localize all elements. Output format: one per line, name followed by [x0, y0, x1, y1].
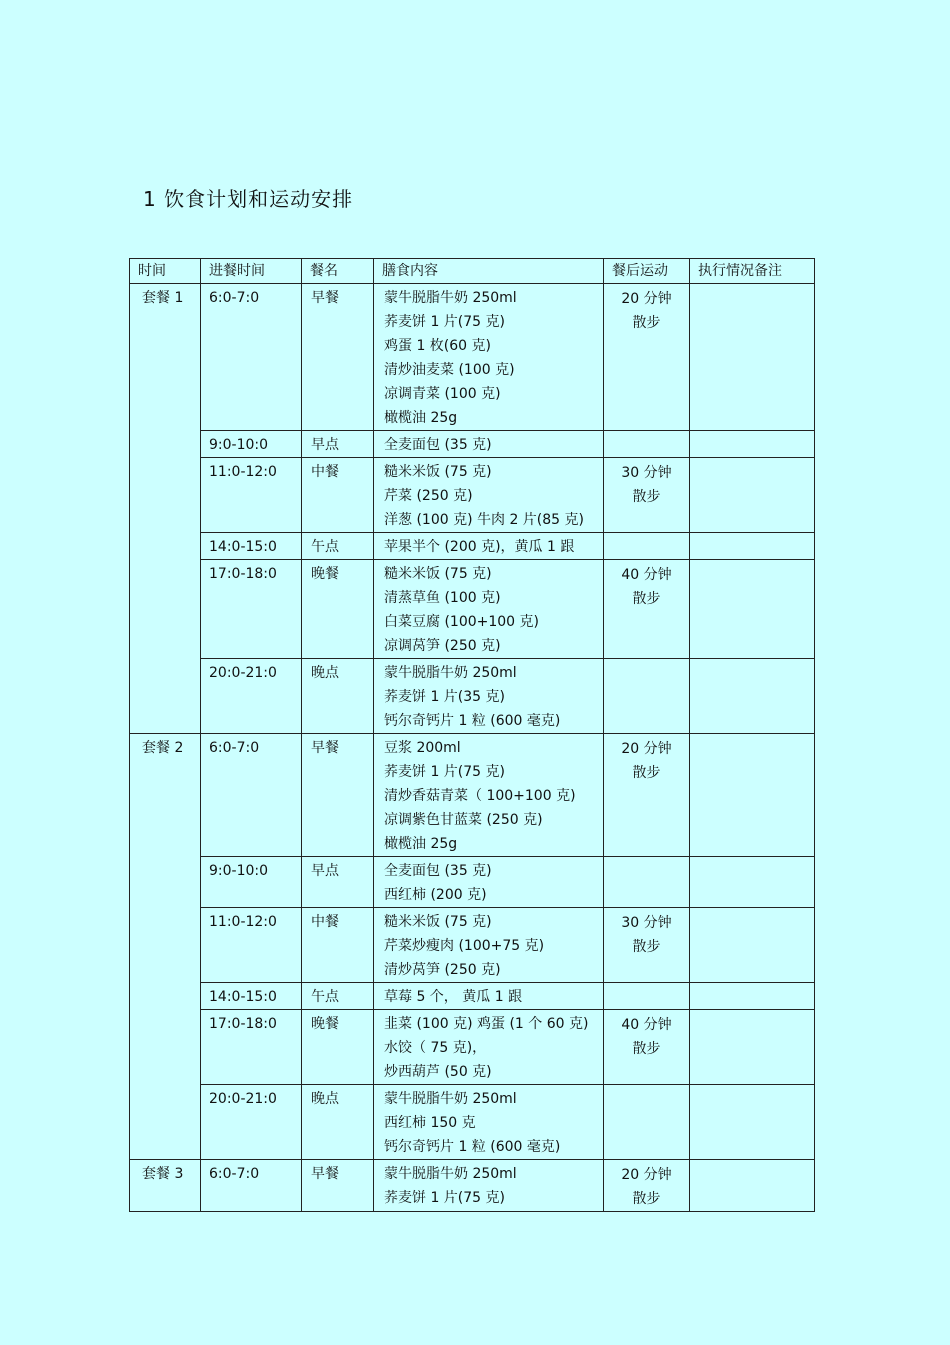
- table-row: [130, 857, 815, 908]
- exercise-cell: [604, 1010, 690, 1085]
- meal-time-cell: 17:0-18:0: [201, 1010, 302, 1085]
- meal-time-cell: 14:0-15:0: [201, 533, 302, 560]
- table-row: [130, 734, 815, 857]
- set-label: 套餐 3: [130, 1160, 201, 1212]
- food-content-cell: [374, 533, 604, 560]
- set-label: 套餐 2: [130, 734, 201, 1160]
- food-item: 蒙牛脱脂牛奶 250ml: [384, 290, 517, 306]
- table-row: [130, 983, 815, 1010]
- exercise-cell: [604, 908, 690, 983]
- exercise-line: 散步: [632, 1041, 661, 1057]
- meal-name-cell: 中餐: [302, 458, 374, 533]
- exercise-cell: [604, 458, 690, 533]
- food-item: 凉调莴笋 (250 克): [384, 638, 501, 654]
- meal-name-cell: 晚点: [302, 1085, 374, 1160]
- food-item: 洋葱 (100 克) 牛肉 2 片(85 克): [384, 512, 584, 528]
- meal-name-cell: 早点: [302, 431, 374, 458]
- food-item: 荞麦饼 1 片(75 克): [384, 1190, 505, 1206]
- meal-time-cell: 20:0-21:0: [201, 1085, 302, 1160]
- table-row: [130, 284, 815, 431]
- table-row: [130, 659, 815, 734]
- notes-cell: [690, 857, 815, 908]
- header-meal-time: 进餐时间: [201, 259, 302, 284]
- food-content-cell: [374, 734, 604, 857]
- exercise-line: 30 分钟: [621, 465, 672, 481]
- food-item: 橄榄油 25g: [384, 410, 458, 426]
- food-item: 苹果半个 (200 克)，黄瓜 1 跟: [384, 539, 575, 555]
- exercise-line: 40 分钟: [621, 1017, 672, 1033]
- exercise-cell: [604, 659, 690, 734]
- meal-name-cell: 午点: [302, 533, 374, 560]
- food-content-cell: [374, 857, 604, 908]
- food-item: 清炒香菇青菜（ 100+100 克): [384, 788, 576, 804]
- food-item: 糙米米饭 (75 克): [384, 464, 492, 480]
- header-exercise: 餐后运动: [604, 259, 690, 284]
- food-content-cell: [374, 1085, 604, 1160]
- diet-exercise-table: [129, 258, 815, 1212]
- meal-time-cell: 6:0-7:0: [201, 1160, 302, 1212]
- exercise-cell: [604, 734, 690, 857]
- table-row: [130, 1160, 815, 1212]
- food-content-cell: [374, 659, 604, 734]
- food-item: 荞麦饼 1 片(35 克): [384, 689, 505, 705]
- table-row: [130, 908, 815, 983]
- food-item: 白菜豆腐 (100+100 克): [384, 614, 539, 630]
- exercise-cell: [604, 1160, 690, 1212]
- meal-time-cell: 20:0-21:0: [201, 659, 302, 734]
- set-label: 套餐 1: [130, 284, 201, 734]
- food-content-cell: [374, 1010, 604, 1085]
- exercise-line: 散步: [632, 939, 661, 955]
- food-content-cell: [374, 1160, 604, 1212]
- header-notes: 执行情况备注: [690, 259, 815, 284]
- food-item: 芹菜炒瘦肉 (100+75 克): [384, 938, 545, 954]
- food-item: 全麦面包 (35 克): [384, 437, 492, 453]
- table-row: [130, 1085, 815, 1160]
- food-item: 炒西葫芦 (50 克): [384, 1064, 492, 1080]
- exercise-line: 20 分钟: [621, 741, 672, 757]
- meal-name-cell: 早餐: [302, 284, 374, 431]
- food-item: 蒙牛脱脂牛奶 250ml: [384, 1166, 517, 1182]
- notes-cell: [690, 431, 815, 458]
- meal-name-cell: 早点: [302, 857, 374, 908]
- food-item: 钙尔奇钙片 1 粒 (600 毫克): [384, 713, 561, 729]
- notes-cell: [690, 1085, 815, 1160]
- food-content-cell: [374, 560, 604, 659]
- exercise-line: 散步: [632, 765, 661, 781]
- table-row: [130, 431, 815, 458]
- exercise-line: 40 分钟: [621, 567, 672, 583]
- table-row: [130, 458, 815, 533]
- header-row: [130, 259, 815, 284]
- meal-name-cell: 晚点: [302, 659, 374, 734]
- exercise-line: 散步: [632, 315, 661, 331]
- exercise-cell: [604, 284, 690, 431]
- food-item: 荞麦饼 1 片(75 克): [384, 314, 505, 330]
- meal-time-cell: 14:0-15:0: [201, 983, 302, 1010]
- notes-cell: [690, 908, 815, 983]
- meal-time-cell: 9:0-10:0: [201, 431, 302, 458]
- header-time: 时间: [130, 259, 201, 284]
- notes-cell: [690, 659, 815, 734]
- exercise-line: 20 分钟: [621, 1167, 672, 1183]
- meal-name-cell: 晚餐: [302, 560, 374, 659]
- food-item: 糙米米饭 (75 克): [384, 914, 492, 930]
- exercise-cell: [604, 983, 690, 1010]
- food-item: 凉调青菜 (100 克): [384, 386, 501, 402]
- notes-cell: [690, 734, 815, 857]
- header-meal-name: 餐名: [302, 259, 374, 284]
- table-row: [130, 1010, 815, 1085]
- food-item: 清炒油麦菜 (100 克): [384, 362, 515, 378]
- meal-time-cell: 9:0-10:0: [201, 857, 302, 908]
- food-content-cell: [374, 908, 604, 983]
- food-item: 清炒莴笋 (250 克): [384, 962, 501, 978]
- notes-cell: [690, 1160, 815, 1212]
- food-content-cell: [374, 284, 604, 431]
- food-item: 钙尔奇钙片 1 粒 (600 毫克): [384, 1139, 561, 1155]
- exercise-cell: [604, 560, 690, 659]
- food-content-cell: [374, 431, 604, 458]
- exercise-line: 散步: [632, 591, 661, 607]
- notes-cell: [690, 1010, 815, 1085]
- meal-time-cell: 6:0-7:0: [201, 734, 302, 857]
- food-item: 西红柿 (200 克): [384, 887, 487, 903]
- food-item: 荞麦饼 1 片(75 克): [384, 764, 505, 780]
- notes-cell: [690, 533, 815, 560]
- food-item: 全麦面包 (35 克): [384, 863, 492, 879]
- meal-name-cell: 午点: [302, 983, 374, 1010]
- food-content-cell: [374, 983, 604, 1010]
- exercise-cell: [604, 857, 690, 908]
- food-item: 西红柿 150 克: [384, 1115, 476, 1131]
- exercise-cell: [604, 431, 690, 458]
- meal-time-cell: 11:0-12:0: [201, 458, 302, 533]
- food-item: 糙米米饭 (75 克): [384, 566, 492, 582]
- notes-cell: [690, 560, 815, 659]
- food-item: 水饺（ 75 克)，: [384, 1040, 487, 1056]
- meal-name-cell: 早餐: [302, 734, 374, 857]
- food-item: 蒙牛脱脂牛奶 250ml: [384, 1091, 517, 1107]
- meal-name-cell: 晚餐: [302, 1010, 374, 1085]
- meal-time-cell: 17:0-18:0: [201, 560, 302, 659]
- meal-time-cell: 6:0-7:0: [201, 284, 302, 431]
- exercise-line: 散步: [632, 1191, 661, 1207]
- exercise-line: 散步: [632, 489, 661, 505]
- food-item: 鸡蛋 1 枚(60 克): [384, 338, 491, 354]
- food-item: 橄榄油 25g: [384, 836, 458, 852]
- food-item: 芹菜 (250 克): [384, 488, 473, 504]
- exercise-line: 30 分钟: [621, 915, 672, 931]
- table-row: [130, 533, 815, 560]
- header-food-content: 膳食内容: [374, 259, 604, 284]
- food-item: 凉调紫色甘蓝菜 (250 克): [384, 812, 543, 828]
- notes-cell: [690, 983, 815, 1010]
- food-content-cell: [374, 458, 604, 533]
- notes-cell: [690, 284, 815, 431]
- meal-name-cell: 中餐: [302, 908, 374, 983]
- food-item: 韭菜 (100 克) 鸡蛋 (1 个 60 克): [384, 1016, 589, 1032]
- exercise-cell: [604, 1085, 690, 1160]
- food-item: 草莓 5 个， 黄瓜 1 跟: [384, 989, 523, 1005]
- food-item: 豆浆 200ml: [384, 740, 461, 756]
- table-row: [130, 560, 815, 659]
- food-item: 清蒸草鱼 (100 克): [384, 590, 501, 606]
- page-title: 1 饮食计划和运动安排: [143, 187, 354, 211]
- meal-time-cell: 11:0-12:0: [201, 908, 302, 983]
- food-item: 蒙牛脱脂牛奶 250ml: [384, 665, 517, 681]
- exercise-cell: [604, 533, 690, 560]
- meal-name-cell: 早餐: [302, 1160, 374, 1212]
- exercise-line: 20 分钟: [621, 291, 672, 307]
- notes-cell: [690, 458, 815, 533]
